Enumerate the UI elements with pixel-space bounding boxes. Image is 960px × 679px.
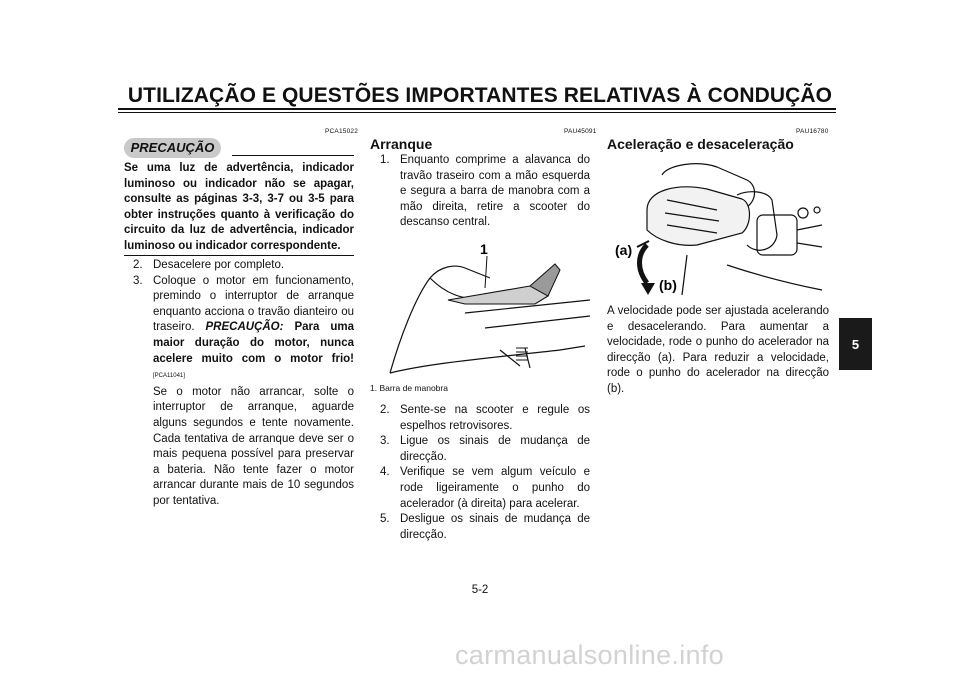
- list-item: [380, 153, 590, 231]
- ref-code: PAU45091: [564, 128, 597, 135]
- inline-caution-label: PRECAUÇÃO:: [205, 321, 284, 334]
- step-number: 5.: [380, 513, 390, 526]
- list-item: [133, 274, 354, 510]
- inline-caution-text: Para uma maior duração do motor, nunca acelere muito com o motor frio!: [153, 321, 354, 365]
- step-text: Sente-se na scooter e regule os espelhos retrovisores.: [400, 404, 590, 432]
- step-text: Verifique se vem algum veículo e rode ligeiramente o punho do acelerador (à direita) para acelerar.: [400, 466, 590, 510]
- ref-code: PAU16780: [796, 128, 829, 135]
- title-rule-thin: [118, 112, 836, 113]
- start-steps-bottom: [380, 403, 590, 543]
- figure-caption: 1. Barra de manobra: [370, 383, 448, 393]
- caution-bottom-rule: [124, 255, 354, 256]
- watermark: carmanualsonline.info: [455, 640, 724, 670]
- step-number: 3.: [133, 274, 143, 287]
- list-item: [380, 403, 590, 434]
- label-direction-b: (b): [659, 277, 677, 293]
- list-item: [380, 434, 590, 465]
- step-text: Ligue os sinais de mudança de direcção.: [400, 435, 590, 463]
- step-text-continued: Se o motor não arrancar, solte o interruptor de arranque, aguarde alguns segundos e tente novamente. Cada tentativa de arranque deve ser o mais pequena possível para preservar a bateria. Não tente fazer o motor arrancar durante mais de 10 segundos por tentativa.: [153, 385, 354, 507]
- start-steps-top: [380, 153, 590, 231]
- section-heading-throttle: Aceleração e desaceleração: [607, 136, 794, 152]
- caution-text: Se uma luz de advertência, indicador luminoso ou indicador não se apagar, consulte as páginas 3-3, 3-7 ou 3-5 para obter instruções quanto à verificação do circuito da luz de advertência, indicador luminoso ou indicador correspondente.: [124, 162, 354, 252]
- start-steps-list: [133, 258, 354, 510]
- caution-badge: PRECAUÇÃO: [124, 138, 221, 158]
- list-item: [380, 465, 590, 512]
- list-item: [133, 258, 354, 274]
- step-text: Coloque o motor em funcionamento, premindo o interruptor de arranque enquanto acciona o travão dianteiro ou traseiro.: [153, 274, 354, 334]
- label-direction-a: (a): [615, 242, 633, 258]
- step-text: Desacelere por completo.: [153, 259, 285, 271]
- caution-rule: [232, 155, 354, 156]
- step-number: 2.: [380, 404, 390, 416]
- step-number: 4.: [380, 466, 390, 479]
- step-number: 2.: [133, 259, 143, 271]
- grab-bar-figure: [370, 238, 592, 380]
- page-number: 5-2: [471, 584, 489, 596]
- throttle-body-text: A velocidade pode ser ajustada acelerando e desacelerando. Para aumentar a velocidade, rode o punho do acelerador na direcção (a). Para reduzir a velocidade, rode o punho do acelerador na direcção (b).: [607, 305, 829, 395]
- ref-code: PCA15022: [325, 128, 359, 135]
- section-heading-start: Arranque: [370, 136, 433, 152]
- title-rule: [118, 108, 836, 110]
- step-text: Enquanto comprime a alavanca do travão traseiro com a mão esquerda e segura a barra de manobra com a mão direita, retire a scooter do descanso central.: [400, 154, 590, 229]
- throttle-figure: [607, 155, 829, 301]
- chapter-tab: 5: [839, 318, 872, 370]
- step-text: Desligue os sinais de mudança de direcção.: [400, 513, 590, 541]
- inline-ref-code: [PCA11041]: [153, 373, 185, 380]
- step-number: 1.: [380, 154, 390, 166]
- step-number: 3.: [380, 435, 390, 448]
- figure-callout-1: 1: [480, 241, 488, 257]
- list-item: [380, 512, 590, 543]
- page-title: UTILIZAÇÃO E QUESTÕES IMPORTANTES RELATIVAS À CONDUÇÃO: [127, 84, 833, 107]
